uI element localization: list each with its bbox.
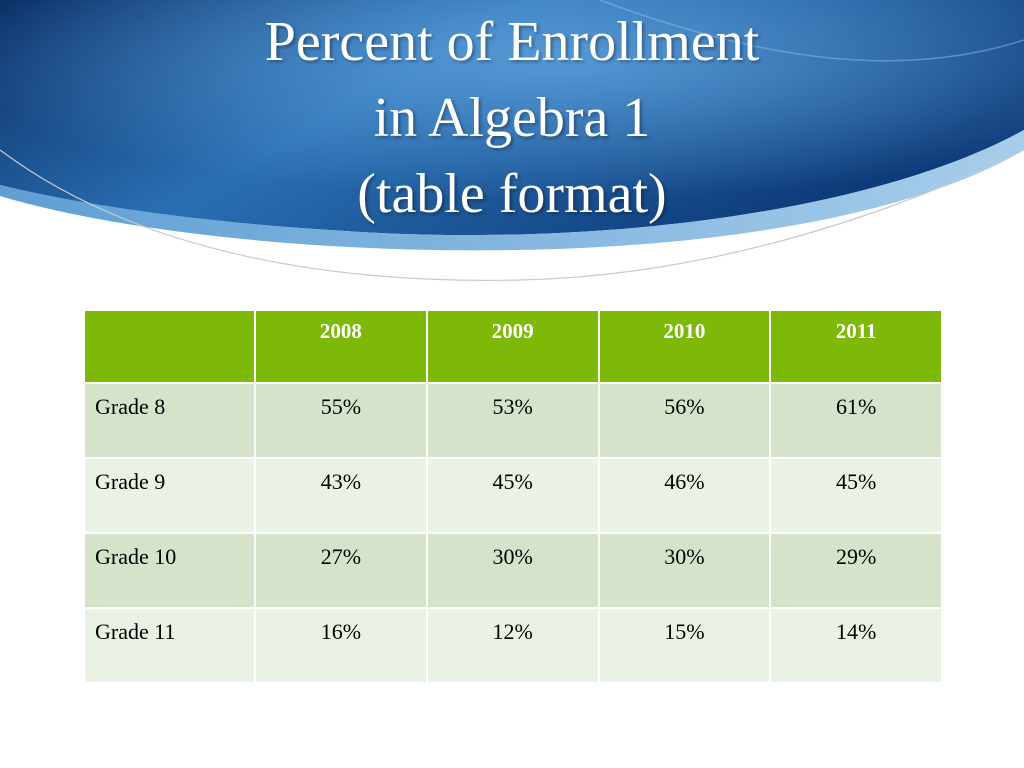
table-cell: 12% [427,608,599,683]
table-cell: 29% [770,533,942,608]
table-cell: 56% [599,383,771,458]
row-label: Grade 8 [84,383,255,458]
table-cell: 14% [770,608,942,683]
table-row [84,533,942,608]
slide-title [112,4,912,232]
table-cell: 61% [770,383,942,458]
header-cell-empty [84,310,255,383]
title-line-3: (table format) [357,163,667,225]
table-cell: 30% [427,533,599,608]
table-cell: 45% [770,458,942,533]
header-cell-2010: 2010 [599,310,771,383]
row-label: Grade 10 [84,533,255,608]
table-row [84,458,942,533]
table-cell: 46% [599,458,771,533]
table-cell: 16% [255,608,427,683]
table-cell: 55% [255,383,427,458]
table-cell: 45% [427,458,599,533]
header-cell-2011: 2011 [770,310,942,383]
table-row [84,383,942,458]
table-header-row [84,310,942,383]
title-line-1: Percent of Enrollment [264,11,760,73]
table-cell: 15% [599,608,771,683]
enrollment-table-container [83,309,941,684]
table-cell: 43% [255,458,427,533]
table-row [84,608,942,683]
enrollment-table [83,309,943,684]
row-label: Grade 11 [84,608,255,683]
row-label: Grade 9 [84,458,255,533]
table-cell: 30% [599,533,771,608]
table-cell: 53% [427,383,599,458]
header-cell-2009: 2009 [427,310,599,383]
table-cell: 27% [255,533,427,608]
header-cell-2008: 2008 [255,310,427,383]
title-line-2: in Algebra 1 [373,87,651,149]
